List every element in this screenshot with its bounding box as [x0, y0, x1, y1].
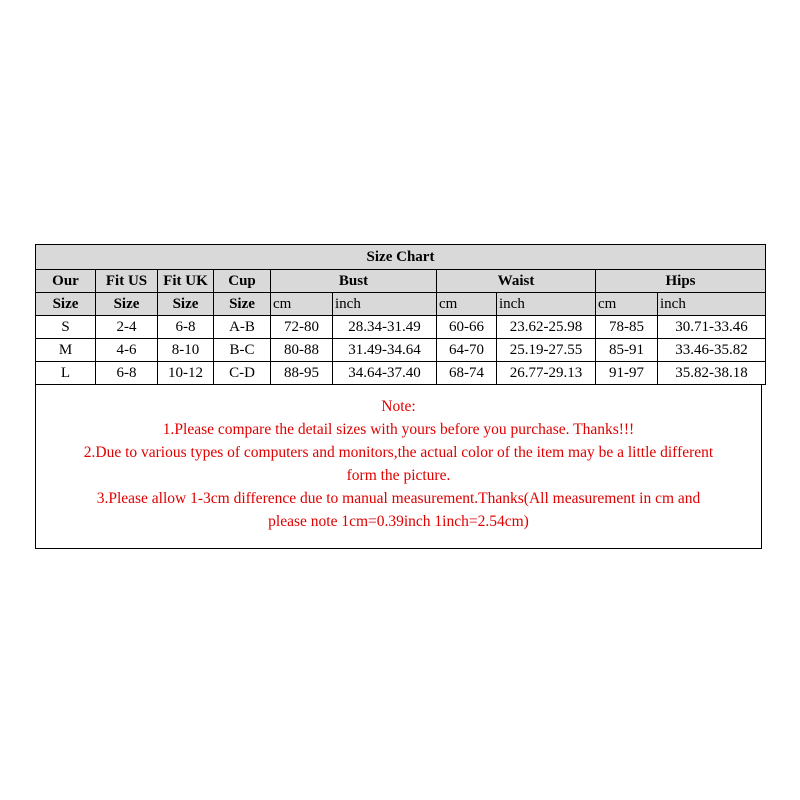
- bust-inch-cell: 31.49-34.64: [333, 339, 437, 362]
- note-line: 2.Due to various types of computers and monitors,the actual color of the item may be a little different: [83, 444, 714, 461]
- hips-inch-unit: inch: [658, 293, 766, 316]
- note-line: please note 1cm=0.39inch 1inch=2.54cm): [268, 513, 529, 530]
- cup-subheader: Size: [214, 293, 271, 316]
- fit-uk-cell: 8-10: [158, 339, 214, 362]
- fit-us-header: Fit US: [96, 270, 158, 293]
- table-row: [36, 362, 766, 385]
- fit-uk-subheader: Size: [158, 293, 214, 316]
- cup-cell: A-B: [214, 316, 271, 339]
- bust-cm-cell: 72-80: [271, 316, 333, 339]
- waist-cm-cell: 64-70: [437, 339, 497, 362]
- waist-inch-cell: 25.19-27.55: [497, 339, 596, 362]
- hips-inch-cell: 30.71-33.46: [658, 316, 766, 339]
- hips-cm-cell: 85-91: [596, 339, 658, 362]
- cup-cell: C-D: [214, 362, 271, 385]
- hips-header: Hips: [596, 270, 766, 293]
- our-size-cell: M: [36, 339, 96, 362]
- our-size-cell: S: [36, 316, 96, 339]
- fit-us-cell: 6-8: [96, 362, 158, 385]
- fit-uk-cell: 6-8: [158, 316, 214, 339]
- waist-cm-unit: cm: [437, 293, 497, 316]
- title-row: [36, 245, 766, 270]
- cup-cell: B-C: [214, 339, 271, 362]
- fit-us-subheader: Size: [96, 293, 158, 316]
- bust-cm-unit: cm: [271, 293, 333, 316]
- fit-uk-header: Fit UK: [158, 270, 214, 293]
- note-line: form the picture.: [346, 467, 451, 484]
- bust-inch-cell: 28.34-31.49: [333, 316, 437, 339]
- note-line: 3.Please allow 1-3cm difference due to manual measurement.Thanks(All measurement in cm and: [96, 490, 701, 507]
- hips-cm-unit: cm: [596, 293, 658, 316]
- waist-cm-cell: 68-74: [437, 362, 497, 385]
- note-heading: Note:: [381, 398, 416, 415]
- waist-inch-cell: 26.77-29.13: [497, 362, 596, 385]
- fit-us-cell: 2-4: [96, 316, 158, 339]
- header-row-2: [36, 293, 766, 316]
- waist-header: Waist: [437, 270, 596, 293]
- size-table: [35, 244, 766, 385]
- notes-box: [35, 385, 762, 549]
- bust-cm-cell: 88-95: [271, 362, 333, 385]
- table-row: [36, 316, 766, 339]
- our-size-header: Our: [36, 270, 96, 293]
- bust-inch-unit: inch: [333, 293, 437, 316]
- waist-inch-unit: inch: [497, 293, 596, 316]
- cup-header: Cup: [214, 270, 271, 293]
- size-chart: [35, 244, 765, 549]
- fit-us-cell: 4-6: [96, 339, 158, 362]
- hips-inch-cell: 33.46-35.82: [658, 339, 766, 362]
- hips-cm-cell: 78-85: [596, 316, 658, 339]
- chart-title: Size Chart: [36, 245, 766, 270]
- bust-inch-cell: 34.64-37.40: [333, 362, 437, 385]
- waist-inch-cell: 23.62-25.98: [497, 316, 596, 339]
- fit-uk-cell: 10-12: [158, 362, 214, 385]
- our-size-subheader: Size: [36, 293, 96, 316]
- bust-cm-cell: 80-88: [271, 339, 333, 362]
- table-row: [36, 339, 766, 362]
- hips-cm-cell: 91-97: [596, 362, 658, 385]
- hips-inch-cell: 35.82-38.18: [658, 362, 766, 385]
- note-line: 1.Please compare the detail sizes with yours before you purchase. Thanks!!!: [162, 421, 635, 438]
- our-size-cell: L: [36, 362, 96, 385]
- bust-header: Bust: [271, 270, 437, 293]
- header-row-1: [36, 270, 766, 293]
- waist-cm-cell: 60-66: [437, 316, 497, 339]
